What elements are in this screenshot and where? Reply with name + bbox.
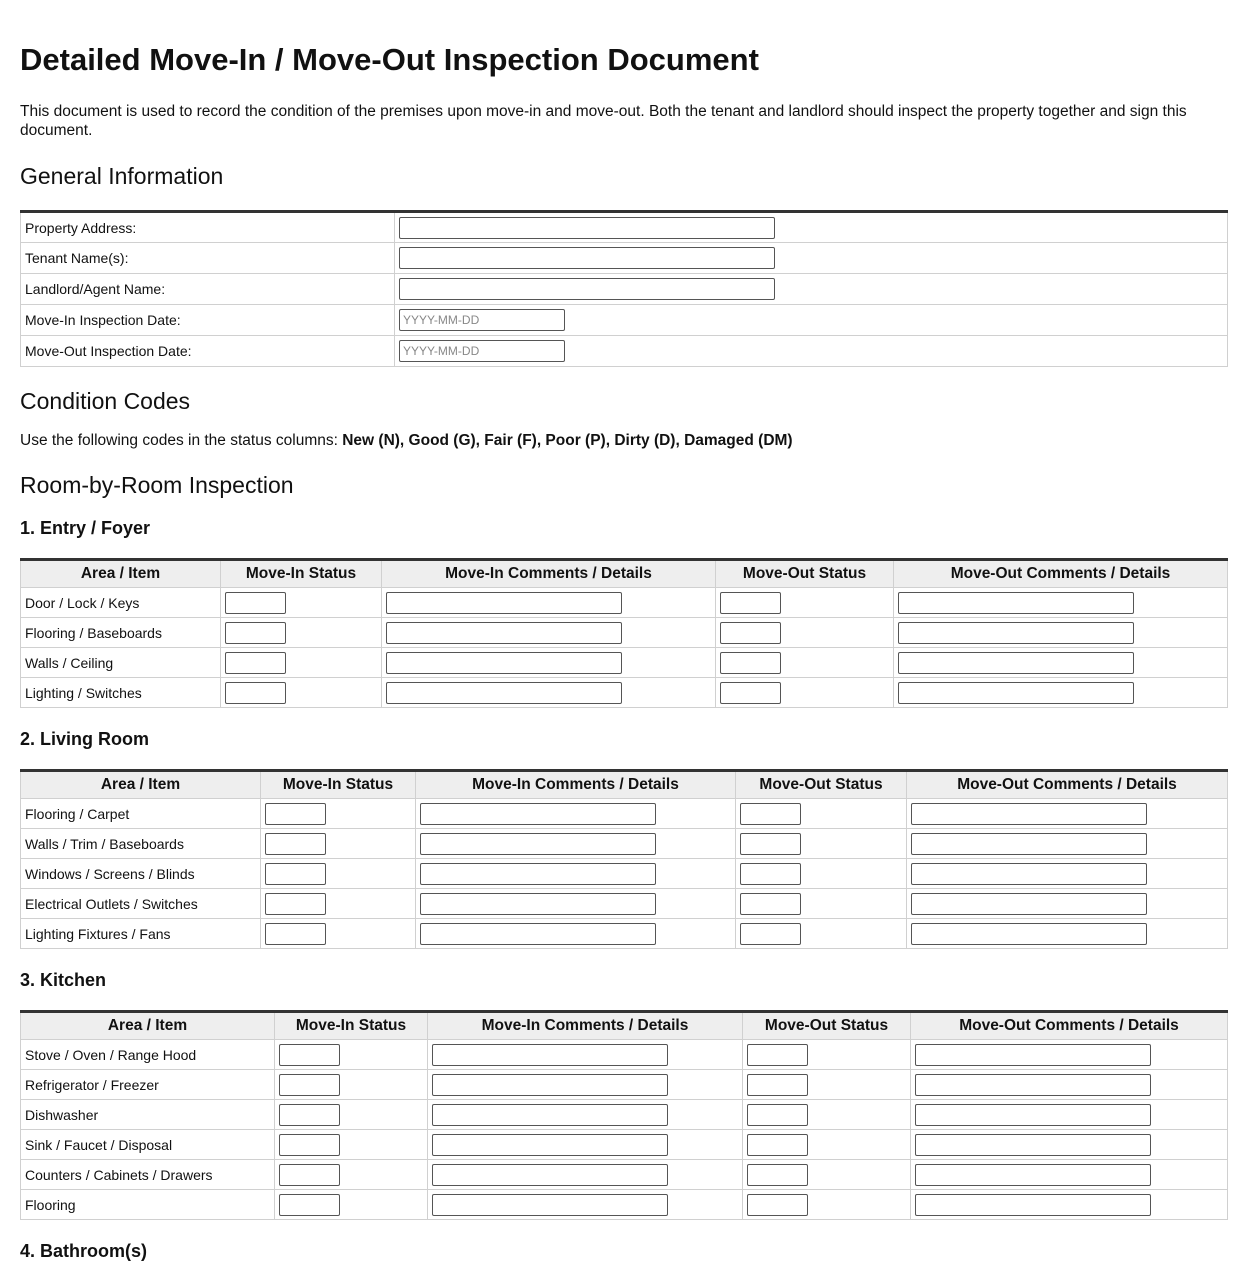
table-row <box>21 648 1228 678</box>
move-in-comments-input[interactable] <box>432 1104 668 1126</box>
table-row <box>21 1100 1228 1130</box>
field-label: Landlord/Agent Name: <box>21 274 395 305</box>
room-title-bathroom-s: 4. Bathroom(s) <box>20 1241 148 1261</box>
column-header: Move-Out Comments / Details <box>911 1012 1228 1040</box>
move-out-status-input[interactable] <box>747 1164 808 1186</box>
column-header: Move-In Comments / Details <box>428 1012 743 1040</box>
move-out-status-input[interactable] <box>747 1194 808 1216</box>
column-header: Move-In Comments / Details <box>382 560 716 588</box>
move-out-comments-input[interactable] <box>915 1194 1151 1216</box>
move-in-comments-input[interactable] <box>386 592 622 614</box>
room-title-kitchen: 3. Kitchen <box>20 970 107 990</box>
area-item-label: Door / Lock / Keys <box>21 588 221 618</box>
move-in-comments-input[interactable] <box>386 682 622 704</box>
general-info-table <box>20 210 1228 367</box>
move-in-status-input[interactable] <box>265 923 326 945</box>
move-in-status-input[interactable] <box>265 803 326 825</box>
move-out-comments-input[interactable] <box>898 622 1134 644</box>
area-item-label: Walls / Trim / Baseboards <box>21 829 261 859</box>
area-item-label: Windows / Screens / Blinds <box>21 859 261 889</box>
move-out-status-input[interactable] <box>747 1044 808 1066</box>
move-in-date-input[interactable] <box>399 309 565 331</box>
move-out-comments-input[interactable] <box>915 1044 1151 1066</box>
move-in-comments-input[interactable] <box>432 1074 668 1096</box>
move-out-status-input[interactable] <box>747 1074 808 1096</box>
room-table-entry-foyer <box>20 558 1228 708</box>
move-in-status-input[interactable] <box>265 833 326 855</box>
table-row <box>21 1040 1228 1070</box>
field-label: Tenant Name(s): <box>21 243 395 274</box>
move-out-status-input[interactable] <box>720 682 781 704</box>
area-item-label: Walls / Ceiling <box>21 648 221 678</box>
area-item-label: Refrigerator / Freezer <box>21 1070 275 1100</box>
move-in-comments-input[interactable] <box>420 893 656 915</box>
general-row-move-in-date <box>21 305 1228 336</box>
area-item-label: Electrical Outlets / Switches <box>21 889 261 919</box>
move-out-comments-input[interactable] <box>898 592 1134 614</box>
room-inspection-heading: Room-by-Room Inspection <box>20 472 294 498</box>
move-in-comments-input[interactable] <box>386 622 622 644</box>
move-in-status-input[interactable] <box>225 682 286 704</box>
move-in-status-input[interactable] <box>279 1134 340 1156</box>
area-item-label: Lighting / Switches <box>21 678 221 708</box>
column-header: Move-In Comments / Details <box>416 771 736 799</box>
table-row <box>21 1070 1228 1100</box>
table-row <box>21 799 1228 829</box>
condition-codes-heading: Condition Codes <box>20 388 191 414</box>
column-header: Move-In Status <box>261 771 416 799</box>
field-label: Move-In Inspection Date: <box>21 305 395 336</box>
room-title-living-room: 2. Living Room <box>20 729 150 749</box>
table-row <box>21 1130 1228 1160</box>
area-item-label: Flooring / Carpet <box>21 799 261 829</box>
move-in-status-input[interactable] <box>279 1044 340 1066</box>
table-row <box>21 859 1228 889</box>
column-header: Area / Item <box>21 1012 275 1040</box>
page-title: Detailed Move-In / Move-Out Inspection Document <box>20 42 759 77</box>
area-item-label: Flooring <box>21 1190 275 1220</box>
move-in-status-input[interactable] <box>225 652 286 674</box>
codes-list: New (N), Good (G), Fair (F), Poor (P), Dirty (D), Damaged (DM) <box>342 432 793 449</box>
move-in-comments-input[interactable] <box>420 923 656 945</box>
move-in-comments-input[interactable] <box>420 833 656 855</box>
intro-text: This document is used to record the condition of the premises upon move-in and move-out. Both the tenant and landlord should inspect the property together and sign this document. <box>20 103 1187 139</box>
move-in-status-input[interactable] <box>225 622 286 644</box>
move-in-status-input[interactable] <box>265 863 326 885</box>
general-row-tenant-names <box>21 243 1228 274</box>
move-in-status-input[interactable] <box>265 893 326 915</box>
move-in-status-input[interactable] <box>279 1164 340 1186</box>
move-out-status-input[interactable] <box>747 1134 808 1156</box>
move-out-status-input[interactable] <box>720 652 781 674</box>
column-header: Move-Out Comments / Details <box>907 771 1228 799</box>
column-header: Area / Item <box>21 771 261 799</box>
column-header: Move-Out Status <box>736 771 907 799</box>
table-row <box>21 678 1228 708</box>
general-row-move-out-date <box>21 336 1228 367</box>
general-row-landlord-name <box>21 274 1228 305</box>
codes-lead: Use the following codes in the status columns: <box>20 432 338 449</box>
general-info-heading: General Information <box>20 163 224 189</box>
area-item-label: Lighting Fixtures / Fans <box>21 919 261 949</box>
table-row <box>21 889 1228 919</box>
move-in-status-input[interactable] <box>279 1104 340 1126</box>
column-header: Area / Item <box>21 560 221 588</box>
column-header: Move-In Status <box>221 560 382 588</box>
table-row <box>21 919 1228 949</box>
room-table-kitchen <box>20 1010 1228 1220</box>
move-out-comments-input[interactable] <box>911 863 1147 885</box>
move-out-status-input[interactable] <box>740 833 801 855</box>
table-row <box>21 1160 1228 1190</box>
area-item-label: Flooring / Baseboards <box>21 618 221 648</box>
move-out-status-input[interactable] <box>720 622 781 644</box>
table-row <box>21 1190 1228 1220</box>
area-item-label: Stove / Oven / Range Hood <box>21 1040 275 1070</box>
move-out-status-input[interactable] <box>740 863 801 885</box>
room-table-living-room <box>20 769 1228 949</box>
move-out-status-input[interactable] <box>740 893 801 915</box>
property-address-input[interactable] <box>399 217 775 239</box>
move-in-comments-input[interactable] <box>420 803 656 825</box>
move-out-comments-input[interactable] <box>915 1164 1151 1186</box>
move-in-comments-input[interactable] <box>432 1134 668 1156</box>
condition-codes-text <box>20 431 1227 451</box>
move-out-comments-input[interactable] <box>911 893 1147 915</box>
rooms-container <box>20 517 1227 1262</box>
area-item-label: Sink / Faucet / Disposal <box>21 1130 275 1160</box>
move-out-comments-input[interactable] <box>915 1134 1151 1156</box>
move-out-status-input[interactable] <box>740 803 801 825</box>
field-label: Property Address: <box>21 212 395 243</box>
move-out-comments-input[interactable] <box>911 923 1147 945</box>
area-item-label: Counters / Cabinets / Drawers <box>21 1160 275 1190</box>
room-title-entry-foyer: 1. Entry / Foyer <box>20 518 151 538</box>
move-out-comments-input[interactable] <box>898 682 1134 704</box>
move-in-comments-input[interactable] <box>386 652 622 674</box>
move-in-status-input[interactable] <box>225 592 286 614</box>
table-row <box>21 618 1228 648</box>
move-out-status-input[interactable] <box>740 923 801 945</box>
column-header: Move-Out Comments / Details <box>894 560 1228 588</box>
move-in-comments-input[interactable] <box>432 1164 668 1186</box>
move-out-comments-input[interactable] <box>911 803 1147 825</box>
move-out-status-input[interactable] <box>747 1104 808 1126</box>
move-out-comments-input[interactable] <box>915 1074 1151 1096</box>
move-out-comments-input[interactable] <box>915 1104 1151 1126</box>
column-header: Move-Out Status <box>716 560 894 588</box>
tenant-names-input[interactable] <box>399 247 775 269</box>
move-in-status-input[interactable] <box>279 1074 340 1096</box>
move-in-comments-input[interactable] <box>432 1194 668 1216</box>
move-out-status-input[interactable] <box>720 592 781 614</box>
move-out-comments-input[interactable] <box>898 652 1134 674</box>
move-out-date-input[interactable] <box>399 340 565 362</box>
table-row <box>21 829 1228 859</box>
column-header: Move-Out Status <box>743 1012 911 1040</box>
table-row <box>21 588 1228 618</box>
column-header: Move-In Status <box>275 1012 428 1040</box>
move-in-comments-input[interactable] <box>420 863 656 885</box>
move-out-comments-input[interactable] <box>911 833 1147 855</box>
field-label: Move-Out Inspection Date: <box>21 336 395 367</box>
landlord-name-input[interactable] <box>399 278 775 300</box>
move-in-comments-input[interactable] <box>432 1044 668 1066</box>
area-item-label: Dishwasher <box>21 1100 275 1130</box>
move-in-status-input[interactable] <box>279 1194 340 1216</box>
general-row-property-address <box>21 212 1228 243</box>
